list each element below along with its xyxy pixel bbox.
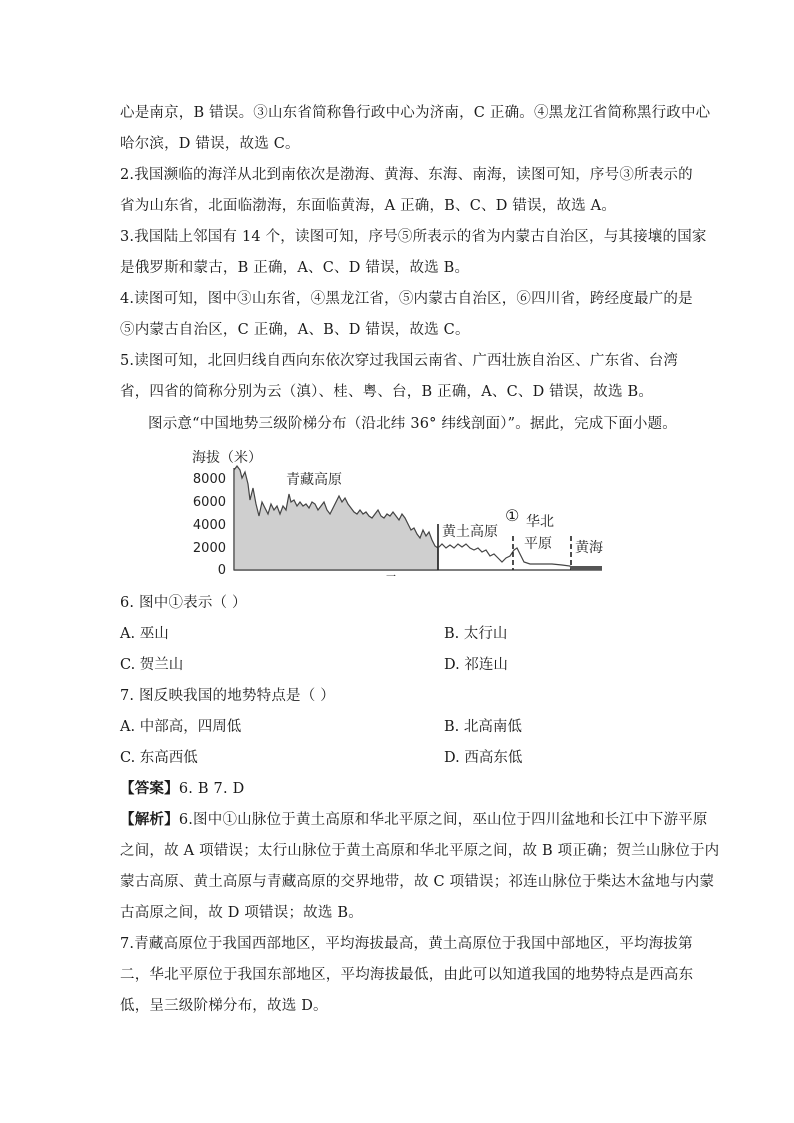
huanghai-sea-area xyxy=(571,566,602,570)
analysis-label: 【解析】 xyxy=(120,811,179,828)
question-7-option-d: D. 西高东低 xyxy=(444,750,523,766)
analysis-text: 蒙古高原、黄土高原与青藏高原的交界地带，故 C 项错误；祁连山脉位于柴达木盆地与内蒙 xyxy=(120,874,715,890)
question-6-option-a: A. 巫山 xyxy=(120,626,169,642)
analysis-text: 古高原之间，故 D 项错误；故选 B。 xyxy=(120,905,363,921)
analysis-line xyxy=(120,810,708,830)
answer-text: 6. B 7. D xyxy=(178,781,245,797)
answer-line xyxy=(120,779,244,799)
text-line: 哈尔滨，D 错误，故选 C。 xyxy=(120,136,300,152)
region-label-huanghai: 黄海 xyxy=(575,540,603,556)
y-tick-label: 6000 xyxy=(192,495,226,510)
elevation-profile-figure xyxy=(190,444,610,584)
region-label-huabei: 华北 xyxy=(526,514,554,530)
text-line: ⑤内蒙古自治区，C 正确，A、B、D 错误，故选 C。 xyxy=(120,322,470,338)
region-label-qingzang: 青藏高原 xyxy=(286,472,342,488)
y-tick-label: 0 xyxy=(217,563,226,578)
analysis-text: 之间，故 A 项错误；太行山脉位于黄土高原和华北平原之间，故 B 项正确；贺兰山脉位于内 xyxy=(120,843,720,859)
y-axis-label: 海拔（米） xyxy=(192,450,262,466)
analysis-text: 低，呈三级阶梯分布，故选 D。 xyxy=(120,998,328,1014)
question-6-stem: 6. 图中①表示（ ） xyxy=(120,595,247,611)
text-line: 心是南京，B 错误。③山东省简称鲁行政中心为济南，C 正确。④黑龙江省简称黑行政中心 xyxy=(120,105,711,121)
text-line: 省，四省的简称分别为云（滇）、桂、粤、台，B 正确，A、C、D 错误，故选 B。 xyxy=(120,384,654,400)
y-tick-label: 2000 xyxy=(192,541,226,556)
question-7-option-c: C. 东高西低 xyxy=(120,750,198,766)
text-line: 省为山东省，北面临渤海，东面临黄海，A 正确，B、C、D 错误，故选 A。 xyxy=(120,198,617,214)
analysis-text: 6.图中①山脉位于黄土高原和华北平原之间，巫山位于四川盆地和长江中下游平原 xyxy=(178,812,708,828)
text-line: 2.我国濒临的海洋从北到南依次是渤海、黄海、东海、南海，读图可知，序号③所表示的 xyxy=(120,167,693,183)
y-tick-label: 4000 xyxy=(192,518,226,533)
question-6-option-c: C. 贺兰山 xyxy=(120,657,184,673)
question-7-stem: 7. 图反映我国的地势特点是（ ） xyxy=(120,688,335,704)
question-6-option-b: B. 太行山 xyxy=(444,626,508,642)
question-7-option-b: B. 北高南低 xyxy=(444,719,522,735)
text-line: 3.我国陆上邻国有 14 个，读图可知，序号⑤所表示的省为内蒙古自治区，与其接壤的国家 xyxy=(120,229,707,245)
y-tick-label: 8000 xyxy=(192,472,226,487)
axis-mark: 一 xyxy=(386,572,396,583)
text-line: 4.读图可知，图中③山东省，④黑龙江省，⑤内蒙古自治区，⑥四川省，跨经度最广的是 xyxy=(120,291,693,307)
text-line: 5.读图可知，北回归线自西向东依次穿过我国云南省、广西壮族自治区、广东省、台湾 xyxy=(120,353,679,369)
question-7-option-a: A. 中部高，四周低 xyxy=(120,719,242,735)
region-label-huabei: 平原 xyxy=(524,536,552,552)
text-line: 是俄罗斯和蒙古，B 正确，A、C、D 错误，故选 B。 xyxy=(120,260,470,276)
region-label-marker: ① xyxy=(505,506,520,525)
answer-label: 【答案】 xyxy=(120,780,179,797)
analysis-text: 二，华北平原位于我国东部地区，平均海拔最低，由此可以知道我国的地势特点是西高东 xyxy=(120,967,694,983)
figure-intro: 图示意“中国地势三级阶梯分布（沿北纬 36° 纬线剖面）”。据此，完成下面小题。 xyxy=(148,416,677,432)
question-6-option-d: D. 祁连山 xyxy=(444,657,508,673)
region-label-huangtu: 黄土高原 xyxy=(442,524,498,540)
analysis-text: 7.青藏高原位于我国西部地区，平均海拔最高，黄土高原位于我国中部地区，平均海拔第 xyxy=(120,936,693,952)
